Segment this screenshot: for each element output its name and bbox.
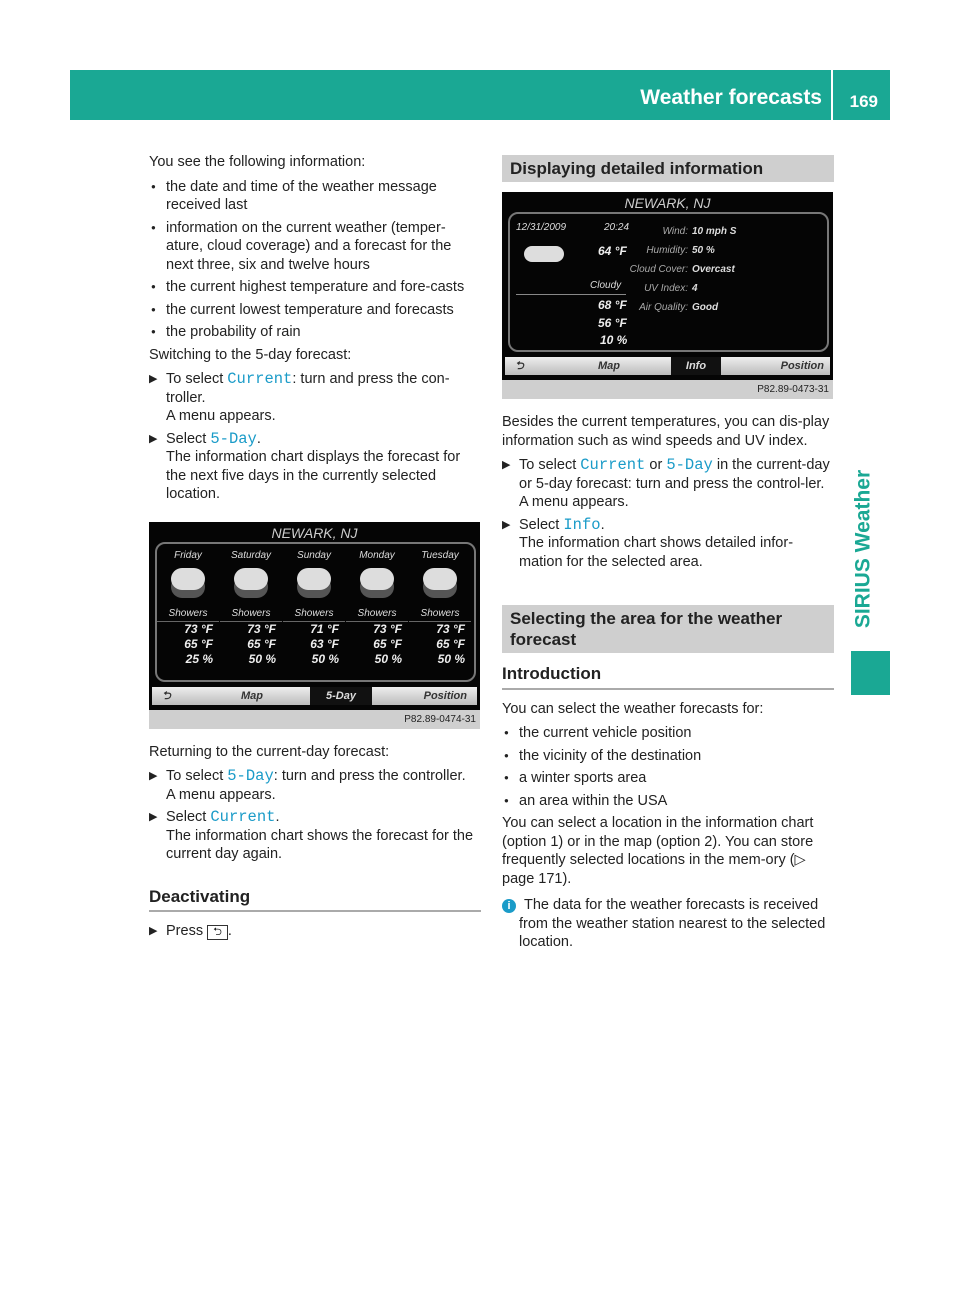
result-text: A menu appears. [166, 786, 276, 803]
rain-prob: 10 % [600, 333, 628, 347]
text: : turn and press the controller. [273, 768, 466, 784]
intro-text: You see the following information: [149, 154, 366, 170]
text: . [275, 809, 280, 825]
side-tab [846, 465, 876, 640]
list-item: ● the vicinity of the destination [502, 747, 834, 766]
link-info[interactable]: Info [563, 515, 601, 534]
text: or [645, 457, 667, 473]
low-temp: 65 °F [247, 636, 276, 651]
high-temp: 71 °F [310, 621, 339, 636]
step [149, 808, 481, 864]
rain-prob: 50 % [437, 651, 465, 666]
list-item: ● the probability of rain [149, 323, 481, 342]
result-text: The information chart shows detailed infor-mation for the selected area. [519, 535, 794, 570]
side-tab-marker [851, 651, 890, 695]
subsection-heading: Introduction [502, 665, 834, 690]
rain-prob: 50 % [311, 651, 339, 666]
low-temp: 65 °F [436, 636, 465, 651]
low-temp: 56 °F [598, 316, 627, 330]
link-5-day[interactable]: 5-Day [210, 429, 257, 448]
back-icon: ⮌ [162, 689, 171, 702]
result-text: A menu appears. [519, 494, 629, 510]
arrow-icon: ▶ [149, 770, 158, 782]
day-name: Friday [174, 549, 202, 561]
condition: Showers [283, 608, 345, 622]
condition: Showers [157, 608, 219, 622]
page-number: 169 [849, 92, 878, 111]
menu-bar [505, 357, 830, 375]
divider [831, 70, 833, 120]
figure-ref: P82.89-0474-31 [404, 713, 476, 725]
condition: Cloudy [590, 280, 622, 291]
info-icon: i [502, 899, 516, 913]
arrow-icon: ▶ [149, 432, 158, 445]
detail-value: 50 % [692, 245, 715, 256]
current-temp: 64 °F [598, 244, 627, 258]
step [149, 767, 481, 804]
detail-value: 10 mph S [692, 226, 737, 237]
text: . [256, 430, 261, 447]
link-current[interactable]: Current [227, 370, 293, 388]
rain-prob: 25 % [185, 651, 213, 666]
back-key-icon: ⮌ [207, 925, 228, 940]
note-text: The data for the weather forecasts is received from the weather station nearest to the selected location. [519, 897, 826, 950]
arrow-icon: ▶ [502, 459, 511, 471]
detail-value: Overcast [692, 264, 735, 275]
menu-map: Map [241, 689, 263, 702]
list-item: ● the date and time of the weather message received last [149, 178, 481, 215]
detail-label: Humidity: [646, 245, 688, 256]
city-label: NEWARK, NJ [271, 524, 358, 541]
high-temp: 73 °F [436, 621, 465, 636]
date: 12/31/2009 [516, 222, 567, 233]
list-item: ● the current highest temperature and fore-casts [149, 278, 481, 297]
list-item: ● a winter sports area [502, 769, 834, 788]
high-temp: 73 °F [373, 621, 402, 636]
side-tab-label: SIRIUS Weather [851, 469, 875, 629]
detail-value: Good [692, 302, 719, 313]
detail-row [630, 283, 820, 297]
step [502, 456, 834, 512]
detail-label: UV Index: [644, 283, 688, 294]
text: Select [519, 516, 564, 533]
right-column [502, 155, 834, 952]
high-temp: 68 °F [598, 298, 627, 312]
section-heading: Deactivating [149, 888, 481, 913]
list-item: ● the current lowest temperature and forecasts [149, 301, 481, 320]
text: To select [166, 371, 228, 387]
menu-map: Map [598, 360, 620, 372]
arrow-icon: ▶ [149, 373, 158, 385]
left-column [149, 153, 481, 945]
chapter-title: Weather forecasts [640, 86, 822, 109]
forecast-day [157, 550, 219, 667]
day-name: Saturday [230, 549, 272, 561]
section-text: Switching to the 5-day forecast: [149, 346, 352, 363]
day-name: Tuesday [421, 549, 459, 561]
text: in the current-day or 5-day forecast: turn and press the control-ler. [519, 457, 830, 492]
condition: Showers [346, 608, 408, 622]
step [149, 370, 481, 426]
section-heading: Selecting the area for the weather forecast [502, 605, 834, 653]
five-day-screenshot [149, 522, 480, 729]
rain-prob: 50 % [248, 651, 276, 666]
rain-prob: 50 % [374, 651, 402, 666]
text: : turn and press the con-troller. [166, 371, 450, 406]
condition: Showers [409, 608, 471, 622]
step [149, 922, 481, 941]
high-temp: 73 °F [247, 621, 276, 636]
menu-info: Info [671, 357, 721, 375]
list-item: ● an area within the USA [502, 792, 834, 811]
text: Select [166, 809, 211, 825]
text: To select [519, 457, 581, 473]
info-screenshot [502, 192, 833, 399]
text: To select [166, 768, 228, 784]
showers-icon [297, 568, 331, 590]
arrow-icon: ▶ [149, 811, 158, 823]
forecast-day [283, 550, 345, 667]
detail-row [630, 302, 820, 316]
menu-bar [152, 687, 477, 705]
showers-icon [423, 568, 457, 590]
link-current[interactable]: Current [210, 808, 276, 826]
showers-icon [234, 568, 268, 590]
back-icon: ⮌ [515, 360, 524, 372]
forecast-day [409, 550, 471, 667]
detail-label: Wind: [662, 226, 688, 237]
page-header [70, 70, 890, 120]
paragraph: You can select the weather forecasts for: [502, 700, 764, 717]
section-heading: Displaying detailed information [502, 155, 834, 182]
step [502, 516, 834, 572]
detail-label: Air Quality: [639, 302, 688, 313]
detail-label: Cloud Cover: [629, 264, 688, 275]
list-item: ● the current vehicle position [502, 724, 834, 743]
info-note [502, 896, 834, 952]
cloud-icon [524, 246, 564, 262]
condition: Showers [220, 608, 282, 622]
detail-value: 4 [692, 283, 698, 294]
figure-ref: P82.89-0473-31 [757, 384, 829, 395]
forecast-day [346, 550, 408, 667]
menu-position: Position [780, 360, 824, 372]
arrow-icon: ▶ [502, 518, 511, 531]
text: Select [166, 430, 211, 447]
low-temp: 65 °F [373, 636, 402, 651]
step [149, 430, 481, 504]
paragraph: You can select a location in the information chart (option 1) or in the map (option 2). You can store frequently selected locations in the mem-ory (▷ page 171). [502, 815, 814, 887]
day-name: Sunday [297, 549, 331, 561]
showers-icon [171, 568, 205, 590]
detail-row [630, 264, 820, 278]
text: . [227, 923, 232, 939]
result-text: The information chart shows the forecast for the current day again. [166, 827, 474, 862]
result-text: The information chart displays the forecast for the next five days in the currently selected location. [166, 449, 461, 502]
showers-icon [360, 568, 394, 590]
forecast-day [220, 550, 282, 667]
text: Press [166, 923, 208, 939]
link-current[interactable]: Current [580, 456, 646, 474]
low-temp: 65 °F [184, 636, 213, 651]
text: . [600, 516, 605, 533]
menu-5-day: 5-Day [310, 687, 372, 705]
arrow-icon: ▶ [149, 925, 158, 937]
result-text: A menu appears. [166, 408, 276, 424]
high-temp: 73 °F [184, 621, 213, 636]
list-item: ● information on the current weather (temper-ature, cloud coverage) and a forecast for the next three, six and twelve hours [149, 219, 481, 275]
menu-position: Position [423, 689, 467, 702]
divider [516, 294, 626, 295]
day-name: Monday [359, 549, 395, 561]
low-temp: 63 °F [310, 636, 339, 651]
time: 20:24 [604, 222, 630, 233]
paragraph: Besides the current temperatures, you can dis-play information such as wind speeds and UV index. [502, 414, 830, 449]
section-text: Returning to the current-day forecast: [149, 743, 390, 760]
link-5-day[interactable]: 5-Day [227, 767, 274, 785]
detail-row [630, 226, 820, 240]
detail-row [630, 245, 820, 259]
city-label: NEWARK, NJ [624, 195, 711, 211]
link-5-day[interactable]: 5-Day [666, 456, 713, 474]
